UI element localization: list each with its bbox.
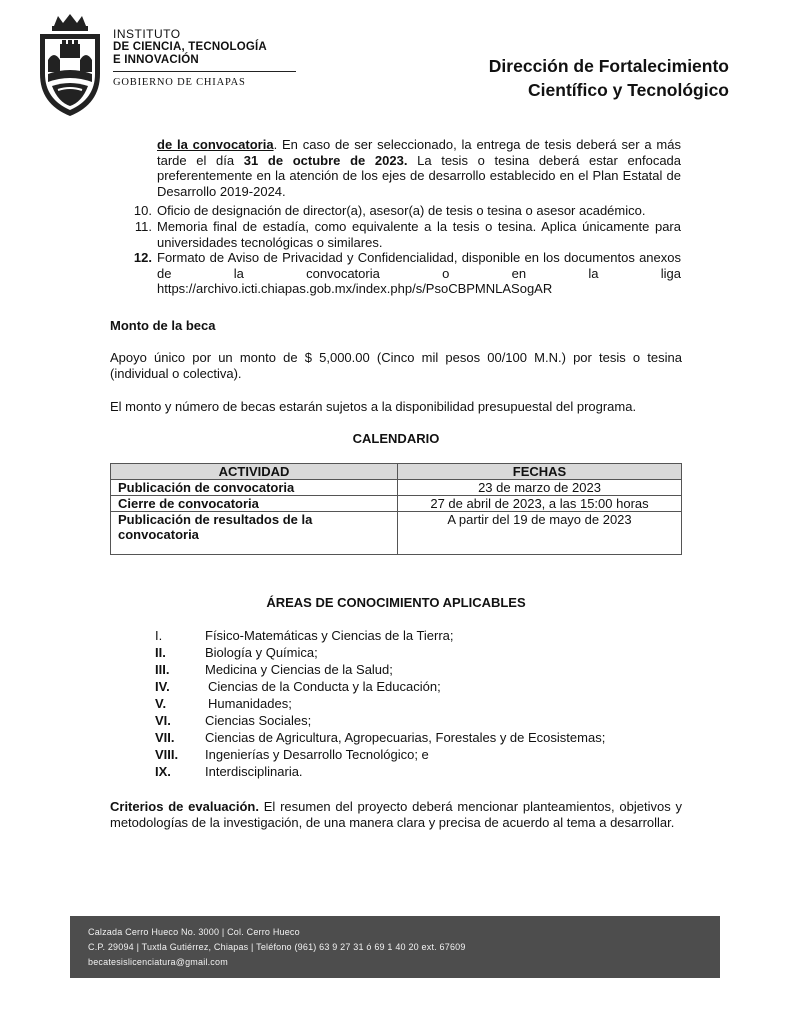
institution-name-line1: INSTITUTO xyxy=(113,27,181,41)
directorate-title-line2: Científico y Tecnológico xyxy=(528,80,729,100)
requirement-continued-paragraph xyxy=(157,137,681,199)
area-item: Interdisciplinaria. xyxy=(205,764,303,779)
header-divider xyxy=(113,71,296,72)
privacy-notice-url[interactable]: https://archivo.icti.chiapas.gob.mx/index.php/s/PsoCBPMNLASogAR xyxy=(157,281,553,296)
requirement-text: Oficio de designación de director(a), asesor(a) de tesis o tesina o asesor académico. xyxy=(157,203,646,218)
chiapas-coat-of-arms-icon xyxy=(32,12,108,118)
footer-email[interactable]: becatesislicenciatura@gmail.com xyxy=(88,957,228,967)
table-row xyxy=(111,496,682,512)
area-item: Físico-Matemáticas y Ciencias de la Tierra; xyxy=(205,628,454,643)
area-numeral: IX. xyxy=(155,764,171,779)
calendar-table xyxy=(110,463,682,555)
area-item: Ciencias de Agricultura, Agropecuarias, Forestales y de Ecosistemas; xyxy=(205,730,606,745)
directorate-title xyxy=(489,54,729,102)
evaluation-criteria-paragraph xyxy=(110,799,682,830)
institution-name-line3: E INNOVACIÓN xyxy=(113,54,199,66)
requirement-item-12 xyxy=(157,250,681,297)
area-numeral: VIII. xyxy=(155,747,179,762)
area-item: Medicina y Ciencias de la Salud; xyxy=(205,662,393,677)
table-row xyxy=(111,512,682,555)
evaluation-criteria-text: El resumen del proyecto deberá mencionar planteamientos, objetivos y metodologías de la investigación, de una manera clara y precisa de acuerdo al tema a desarrollar. xyxy=(110,799,682,830)
area-item: Biología y Química; xyxy=(205,645,318,660)
footer-contact-bar xyxy=(70,916,720,978)
table-row xyxy=(111,480,682,496)
directorate-title-line1: Dirección de Fortalecimiento xyxy=(488,56,729,76)
area-numeral: VI. xyxy=(155,713,171,728)
requirement-text: Memoria final de estadía, como equivalente a la tesis o tesina. Aplica únicamente para universidades tecnológicas o similares. xyxy=(157,219,681,250)
evaluation-criteria-label: Criterios de evaluación. xyxy=(110,799,259,814)
area-item: Ingenierías y Desarrollo Tecnológico; e xyxy=(205,747,429,762)
activity-cell: Publicación de convocatoria xyxy=(111,480,398,496)
area-numeral: II. xyxy=(155,645,166,660)
institution-name-line2: DE CIENCIA, TECNOLOGÍA xyxy=(113,41,267,53)
requirement-text: Formato de Aviso de Privacidad y Confidencialidad, disponible en los documentos anexos de la convocatoria o en la liga xyxy=(157,250,681,281)
area-item: Humanidades; xyxy=(208,696,292,711)
area-numeral: III. xyxy=(155,662,170,677)
activity-cell: Cierre de convocatoria xyxy=(111,496,398,512)
area-item: Ciencias de la Conducta y la Educación; xyxy=(208,679,441,694)
calendar-title: CALENDARIO xyxy=(352,431,440,446)
date-cell: 27 de abril de 2023, a las 15:00 horas xyxy=(398,496,682,512)
date-cell: 23 de marzo de 2023 xyxy=(398,480,682,496)
area-numeral: VII. xyxy=(155,730,175,745)
requirement-number: 11. xyxy=(134,219,152,234)
monto-heading: Monto de la beca xyxy=(110,318,216,333)
institution-name-block xyxy=(113,28,298,88)
footer-phone: C.P. 29094 | Tuxtla Gutiérrez, Chiapas | Teléfono (961) 63 9 27 31 ó 69 1 40 20 ext. 67609 xyxy=(88,942,466,952)
requirement-number: 12. xyxy=(133,250,152,265)
monto-availability-note: El monto y número de becas estarán sujetos a la disponibilidad presupuestal del programa. xyxy=(110,399,637,414)
requirement-number: 10. xyxy=(133,203,152,218)
area-item: Ciencias Sociales; xyxy=(205,713,312,728)
requirement-continued-text2: La tesis o tesina deberá estar enfocada preferentemente en la atención de los ejes de desarrollo establecido en el Plan Estatal de Desarrollo 2019-2024. xyxy=(157,152,682,199)
column-header-dates: FECHAS xyxy=(398,464,682,480)
requirement-continued-text1: . En caso de ser seleccionado, la entrega de tesis deberá ser a más tarde el día xyxy=(157,137,681,168)
deadline-date: 31 de octubre de 2023. xyxy=(243,152,408,168)
government-name: GOBIERNO DE CHIAPAS xyxy=(113,77,246,88)
area-numeral: V. xyxy=(155,696,167,711)
convocatoria-link-text: de la convocatoria xyxy=(157,137,274,152)
areas-title: ÁREAS DE CONOCIMIENTO APLICABLES xyxy=(266,595,526,610)
activity-cell: Publicación de resultados de la convocatoria xyxy=(111,512,398,555)
date-cell: A partir del 19 de mayo de 2023 xyxy=(398,512,682,555)
table-header-row xyxy=(111,464,682,480)
area-numeral: I. xyxy=(155,628,163,643)
column-header-activity: ACTIVIDAD xyxy=(111,464,398,480)
footer-address: Calzada Cerro Hueco No. 3000 | Col. Cerro Hueco xyxy=(88,927,300,937)
area-numeral: IV. xyxy=(155,679,170,694)
monto-paragraph: Apoyo único por un monto de $ 5,000.00 (Cinco mil pesos 00/100 M.N.) por tesis o tesina (individual o colectiva). xyxy=(110,350,682,381)
